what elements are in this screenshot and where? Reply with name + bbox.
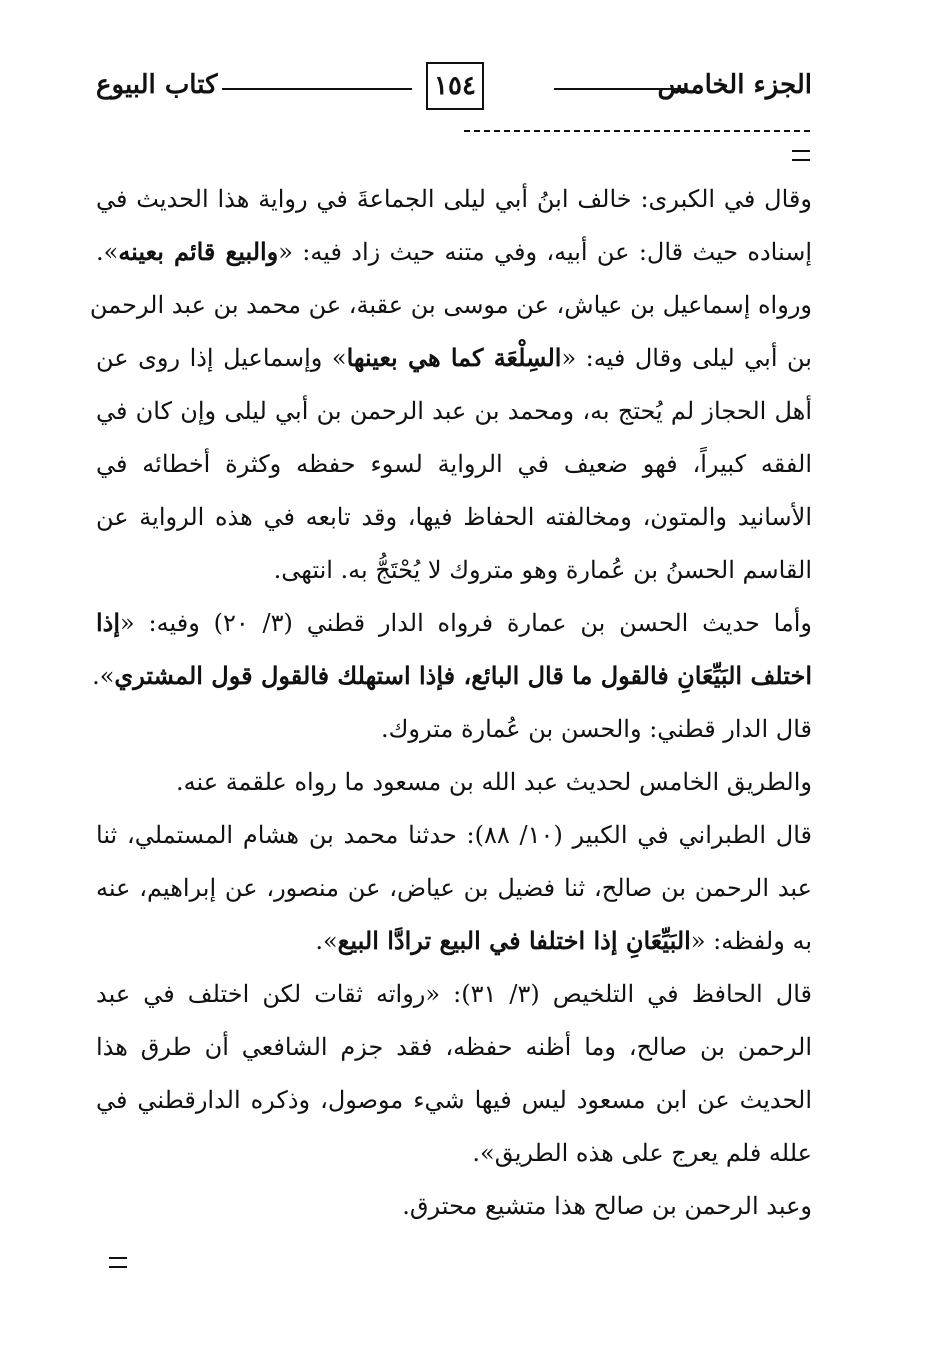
text-after: ». [92,662,115,690]
text-span: ورواه إسماعيل بن عياش، عن موسى بن عقبة، عن محمد بن عبد الرحمن [89,291,812,319]
text-line [96,861,812,914]
text-span: إسناده حيث قال: عن أبيه، وفي متنه حيث زاد فيه: « [278,238,812,266]
text-span: أهل الحجاز لم يُحتج به، ومحمد بن عبد الرحمن بن أبي ليلى وإن كان في [96,397,812,425]
text-line [96,755,812,808]
text-line [89,278,812,331]
header-dashed-rule [464,130,810,132]
text-line [96,914,812,967]
page-number-box: ١٥٤ [426,62,484,110]
double-line-mark-bottom [109,1257,127,1268]
text-line [96,490,812,543]
double-line-mark-top [792,150,810,161]
text-line [96,225,812,278]
text-span: الفقه كبيراً، فهو ضعيف في الرواية لسوء حفظه وكثرة أخطائه في [96,450,812,478]
text-span: قال الطبراني في الكبير (١٠/ ٨٨): حدثنا محمد بن هشام المستملي، ثنا [96,821,813,849]
bold-quote: اختلف البَيِّعَانِ فالقول ما قال البائع، فإذا استهلك فالقول قول المشتري [114,661,812,690]
text-span: الأسانيد والمتون، ومخالفته الحفاظ فيها، وقد تابعه في هذه الرواية عن [96,503,812,531]
book-title: كتاب البيوع [96,70,218,100]
text-span: الحديث عن ابن مسعود ليس فيها شيء موصول، وذكره الدارقطني في [96,1086,812,1114]
text-line [96,967,812,1020]
bold-quote: والبيع قائم بعينه [118,237,279,266]
bold-quote: إذا [96,608,121,637]
text-line [96,384,812,437]
text-span: والطريق الخامس لحديث عبد الله بن مسعود ما رواه علقمة عنه. [176,768,812,796]
text-line [96,1020,812,1073]
body-text [89,172,813,1232]
text-after: ». [96,238,119,266]
text-line [96,437,812,490]
header-rule-right [554,88,684,90]
text-line [96,596,812,649]
text-line [96,1179,812,1232]
text-span: الرحمن بن صالح، وما أظنه حفظه، فقد جزم الشافعي أن طرق هذا [96,1033,813,1061]
text-span: عبد الرحمن بن صالح، ثنا فضيل بن عياض، عن منصور، عن إبراهيم، عنه [96,874,812,902]
text-line [92,649,812,702]
text-span: وقال في الكبرى: خالف ابنُ أبي ليلى الجماعةَ في رواية هذا الحديث في [96,185,812,213]
bold-quote: السِلْعَة كما هي بعينها [346,343,562,372]
text-span: قال الحافظ في التلخيص (٣/ ٣١): «رواته ثقات لكن اختلف في عبد [96,980,812,1008]
header-rule-left [222,88,412,90]
text-span: القاسم الحسنُ بن عُمارة وهو متروك لا يُحْتَجُّ به. انتهى. [273,556,812,584]
text-span: وعبد الرحمن بن صالح هذا متشيع محترق. [402,1192,812,1220]
text-line [96,172,812,225]
text-line [96,543,812,596]
text-line [96,808,812,861]
page-header [96,62,812,118]
text-span: وأما حديث الحسن بن عمارة فرواه الدار قطني (٣/ ٢٠) وفيه: « [120,609,813,637]
text-after: » وإسماعيل إذا روى عن [96,344,347,372]
text-line [96,1073,812,1126]
text-span: به ولفظه: « [690,927,812,955]
bold-quote: البَيِّعَانِ إذا اختلفا في البيع ترادَّا البيع [337,926,691,955]
text-span: قال الدار قطني: والحسن بن عُمارة متروك. [380,715,812,743]
text-line [96,331,812,384]
text-line [96,1126,812,1179]
text-line [96,702,812,755]
text-span: بن أبي ليلى وقال فيه: « [561,344,812,372]
text-span: علله فلم يعرج على هذه الطريق». [472,1139,812,1167]
text-after: ». [315,927,338,955]
volume-title: الجزء الخامس [657,70,812,100]
